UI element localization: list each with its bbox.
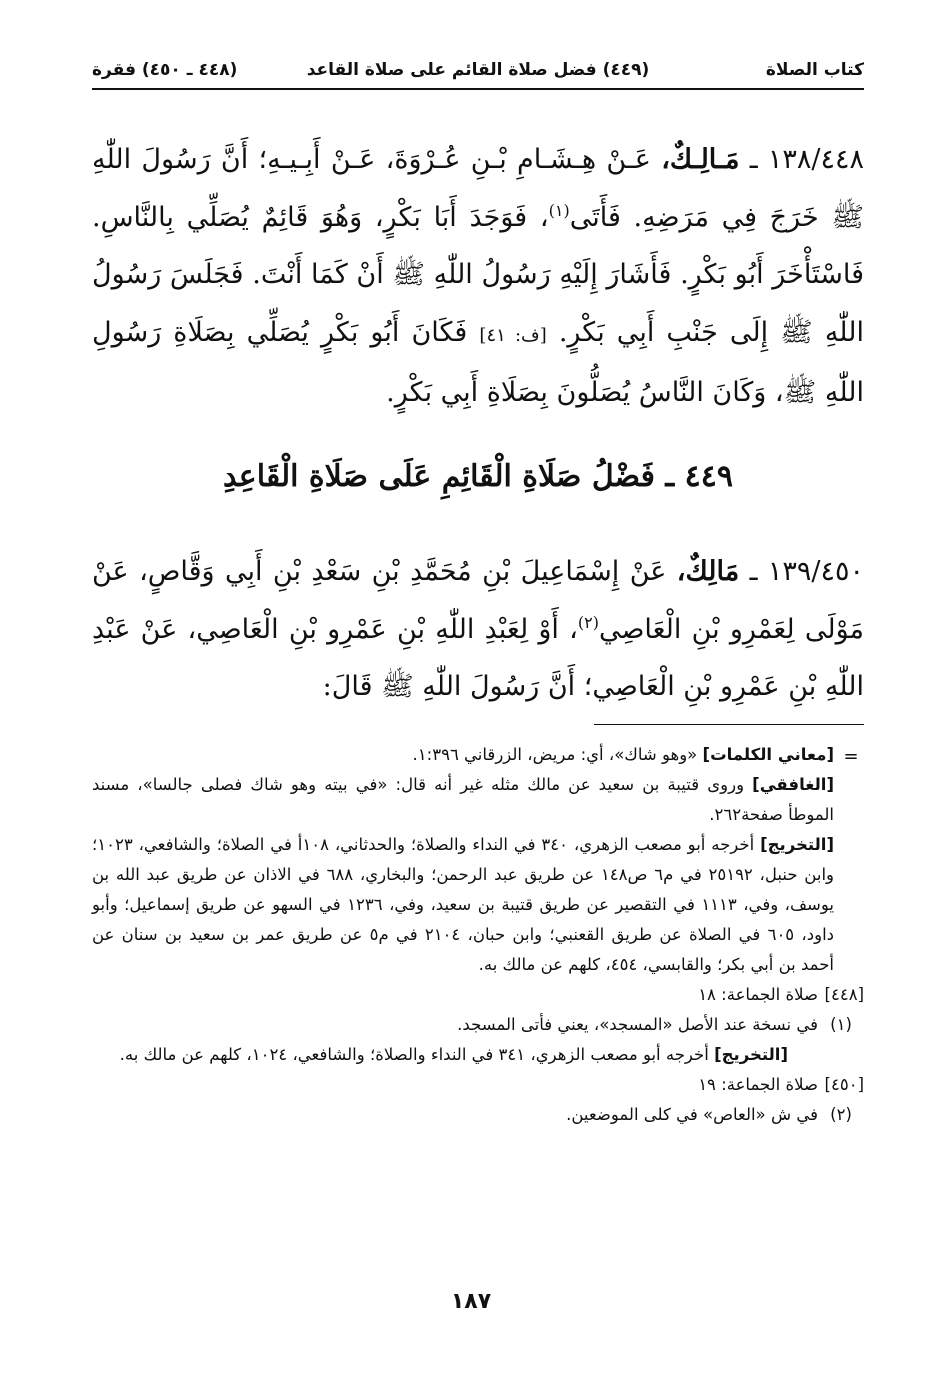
footnote-takhrij [92, 1040, 864, 1070]
footnote-text: في ش «العاص» في كلى الموضعين. [566, 1105, 818, 1124]
footnote-text: «وهو شاك»، أي: مريض، الزرقاني ١:٣٩٦. [412, 745, 698, 764]
continuation-mark: = [843, 746, 859, 767]
header-paragraph-range: (٤٤٨ ـ ٤٥٠) فقرة [92, 60, 238, 80]
hadith-text: ، أَوْ لِعَبْدِ اللّٰهِ بْنِ عَمْرِو بْنِ الْعَاصِي، عَنْ عَبْدِ اللّٰهِ بْنِ عَمْرِو بْنِ الْعَاصِي؛ أَنَّ رَسُولَ اللّٰهِ ﷺ قَالَ: [92, 613, 864, 702]
hadith-number: ١٣٨/٤٤٨ ـ [749, 144, 864, 175]
header-book-title: كتاب الصلاة [765, 60, 864, 80]
running-header [92, 52, 864, 90]
footnote-text: صلاة الجماعة: ١٨ [698, 985, 818, 1004]
footnote-ref-448 [92, 980, 864, 1010]
footnote-2 [92, 1100, 864, 1130]
footnote-ref-2[interactable]: (٢) [577, 612, 599, 632]
footnote-label: [معاني الكلمات] [702, 745, 834, 764]
footnote-ref-450 [92, 1070, 864, 1100]
footnotes [92, 740, 864, 1130]
hadith-text: ، فَوَجَدَ أَبَا بَكْرٍ، وَهُوَ قَائِمٌ يُصَلِّي بِالنَّاسِ. فَاسْتَأْخَرَ أَبُو بَكْرٍ. فَأَشَارَ إِلَيْهِ رَسُولُ اللّٰهِ ﷺ أَنْ كَمَا أَنْتَ. فَجَلَسَ رَسُولُ اللّٰهِ ﷺ إِلَى جَنْبِ أَبِي بَكْرٍ. [92, 201, 864, 348]
footnote-meanings [92, 740, 864, 770]
footnote-1 [92, 1010, 864, 1040]
footnote-takhrij [92, 830, 864, 980]
footnote-ghafiqi [92, 770, 864, 830]
page-number: ١٨٧ [450, 1289, 492, 1314]
footnote-label: [التخريج] [760, 835, 835, 854]
hadith-narrator: مَـالِـكٌ، [661, 144, 740, 175]
footnote-tag: [٤٥٠] [824, 1075, 864, 1094]
footnote-text: صلاة الجماعة: ١٩ [698, 1075, 818, 1094]
footnote-label: [التخريج] [714, 1045, 788, 1064]
hadith-text: عَنْ إِسْمَاعِيلَ بْنِ مُحَمَّدِ بْنِ سَعْدِ بْنِ أَبِي وَقَّاصٍ، عَنْ مَوْلَى لِعَمْرِو بْنِ الْعَاصِي [92, 556, 864, 645]
footnote-separator [594, 724, 864, 725]
hadith-450 [92, 543, 864, 716]
footnote-text: أخرجه أبو مصعب الزهري، ٣٤١ في النداء والصلاة؛ والشافعي، ١٠٢٤، كلهم عن مالك به. [119, 1045, 709, 1064]
hadith-text: فَكَانَ أَبُو بَكْرٍ يُصَلِّي بِصَلَاةِ رَسُولِ اللّٰهِ ﷺ، وَكَانَ النَّاسُ يُصَلُّونَ بِصَلَاةِ أَبِي بَكْرٍ. [92, 316, 864, 408]
hadith-448 [92, 131, 864, 422]
footnote-tag: (٢) [830, 1105, 852, 1124]
footnote-text: وروى قتيبة بن سعيد عن مالك مثله غير أنه قال: «في بيته وهو شاك فصلى جالسا»، مسند الموطأ صفحة٢٦٢. [92, 775, 834, 824]
footnote-ref-1[interactable]: (١) [548, 200, 570, 220]
header-chapter-title: (٤٤٩) فضل صلاة القائم على صلاة القاعد [306, 60, 650, 80]
footnote-tag: (١) [830, 1015, 852, 1034]
hadith-number: ١٣٩/٤٥٠ ـ [749, 556, 864, 587]
hadith-text: عَـنْ هِـشَـامِ بْـنِ عُـرْوَةَ، عَـنْ أَبِـيـهِ؛ أَنَّ رَسُولَ اللّٰهِ ﷺ خَرَجَ فِي مَرَضِهِ. فَأَتَى [92, 144, 865, 233]
source-page-ref: [ف: ٤١] [479, 324, 547, 346]
footnote-text: أخرجه أبو مصعب الزهري، ٣٤٠ في النداء والصلاة؛ والحدثاني، ١٠٨أ في الصلاة؛ والشافعي، ١٠٢٣؛ وابن حنبل، ٢٥١٩٢ في م٦ ص١٤٨ عن طريق عبد الرحمن؛ والبخاري، ٦٨٨ في الاذان عن طريق عبد الله بن يوسف، وفي، ١١١٣ في التقصير عن طريق قتيبة بن سعيد، وفي، ١٢٣٦ في السهو عن طريق إسماعيل؛ وأبو داود، ٦٠٥ في الصلاة عن طريق القعنبي؛ وابن حبان، ٢١٠٤ في م٥ عن طريق عمر بن سعيد بن سنان عن أحمد بن أبي بكر؛ والقابسي، ٤٥٤، كلهم عن مالك به. [92, 835, 834, 974]
footnote-text: في نسخة عند الأصل «المسجد»، يعني فأتى المسجد. [457, 1015, 818, 1034]
chapter-heading: ٤٤٩ ـ فَضْلُ صَلَاةِ الْقَائِمِ عَلَى صَلَاةِ الْقَاعِدِ [223, 459, 733, 494]
hadith-narrator: مَالِكٌ، [676, 556, 740, 587]
footnote-label: [الغافقي] [752, 775, 834, 794]
footnote-tag: [٤٤٨] [824, 985, 864, 1004]
